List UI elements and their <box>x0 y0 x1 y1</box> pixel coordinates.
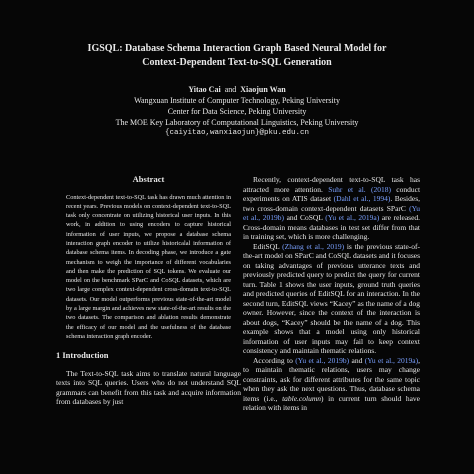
citation-link[interactable]: (Zhang et al., 2019) <box>282 241 345 251</box>
section-heading-introduction: 1 Introduction <box>56 350 109 361</box>
citation-link[interactable]: (Yu et al., 2019b) <box>295 355 350 365</box>
text: EditSQL <box>253 241 280 251</box>
title-line-2: Context-Dependent Text-to-SQL Generation <box>142 57 332 68</box>
author-2: Xiaojun Wan <box>240 85 286 94</box>
citation-link[interactable]: (Dahl et al., 1994) <box>333 194 391 203</box>
text: According to <box>253 355 293 365</box>
author-names <box>0 84 474 95</box>
text-italic: table.column <box>282 393 322 403</box>
text: , to maintain thematic relations, users may change constraints, ask for different attributes for the same topic when they ask the next questions. Thus, database schema items (i.e., <box>243 355 421 403</box>
paragraph-thematic-relations <box>243 356 420 413</box>
text: are released. Cross-domain means databases in test set differ from that in training set, which is more challenging. <box>243 213 421 241</box>
author-block <box>0 84 474 139</box>
citation-link[interactable]: Suhr et al. (2018) <box>328 184 391 194</box>
citation-link[interactable]: (Yu et al., 2019a) <box>364 355 419 365</box>
author-1: Yitao Cai <box>188 85 221 94</box>
paragraph-editsql <box>243 242 420 356</box>
right-column <box>243 175 420 413</box>
affiliation-2: Center for Data Science, Peking University <box>167 107 307 116</box>
author-email: {caiyitao,wanxiaojun}@pku.edu.cn <box>164 129 310 137</box>
citation-link[interactable]: (Yu et al., 2019a) <box>325 213 380 222</box>
text: Recently, context-dependent text-to-SQL task has attracted more attention. <box>243 175 420 194</box>
text: is the previous state-of-the-art model on SParC and CoSQL datasets and it focuses on taking advantages of previous utterance texts and previously predicted query to predict the query for current turn. Table 1 shows the user inputs, ground truth queries and predicted queries of EditSQL for an interaction. In the second turn, EditSQL views “Kacey” as the name of a dog owner. However, since the context of the interaction is about dogs, “Kacey” should be the name of a dog. This example shows that a model using only historical information of user inputs may fail to keep context consistency and maintain thematic relations. <box>243 241 421 355</box>
citation-link[interactable]: (Yu et al., 2019b) <box>243 203 421 222</box>
abstract-heading: Abstract <box>132 174 165 184</box>
author-and: and <box>224 85 237 94</box>
text: and CoSQL <box>286 213 323 222</box>
title-line-1: IGSQL: Database Schema Interaction Graph Based Neural Model for <box>87 43 387 54</box>
abstract-body: Context-dependent text-to-SQL task has drawn much attention in recent years. Previous models on context-dependent text-to-SQL task only concentrate on utilizing historical user inputs. In this work, in addition to using encoders to capture historical information of user inputs, we propose a database schema interaction graph encoder to utilize historicalal information of database schema items. In decoding phase, we introduce a gate mechanism to weigh the importance of different vocabularies and then make the prediction of SQL tokens. We evaluate our model on the benchmark SParC and CoSQL datasets, which are two large complex context-dependent cross-domain text-to-SQL datasets. Our model outperforms previous state-of-the-art model by a large margin and achieves new state-of-the-art results on the two datasets. The comparison and ablation results demonstrate the efficacy of our model and the usefulness of the database schema interaction graph encoder. <box>66 193 231 340</box>
text: and <box>351 355 363 365</box>
affiliation-3: The MOE Key Laboratory of Computational Linguistics, Peking University <box>115 118 359 127</box>
left-column <box>56 175 241 407</box>
intro-paragraph: The Text-to-SQL task aims to translate natural language texts into SQL queries. Users who do not understand SQL grammars can benefit from this task and acquire information from databases by just <box>56 368 241 407</box>
text: conduct experiments on ATIS dataset <box>243 184 421 203</box>
paper-title <box>20 42 454 70</box>
text: ) in current turn should have relation with items in <box>243 393 420 412</box>
paragraph-recent-work <box>243 175 420 242</box>
text: . Besides, two cross-domain context-dependent datasets SParC <box>243 194 420 213</box>
affiliation-1: Wangxuan Institute of Computer Technology, Peking University <box>134 96 340 105</box>
